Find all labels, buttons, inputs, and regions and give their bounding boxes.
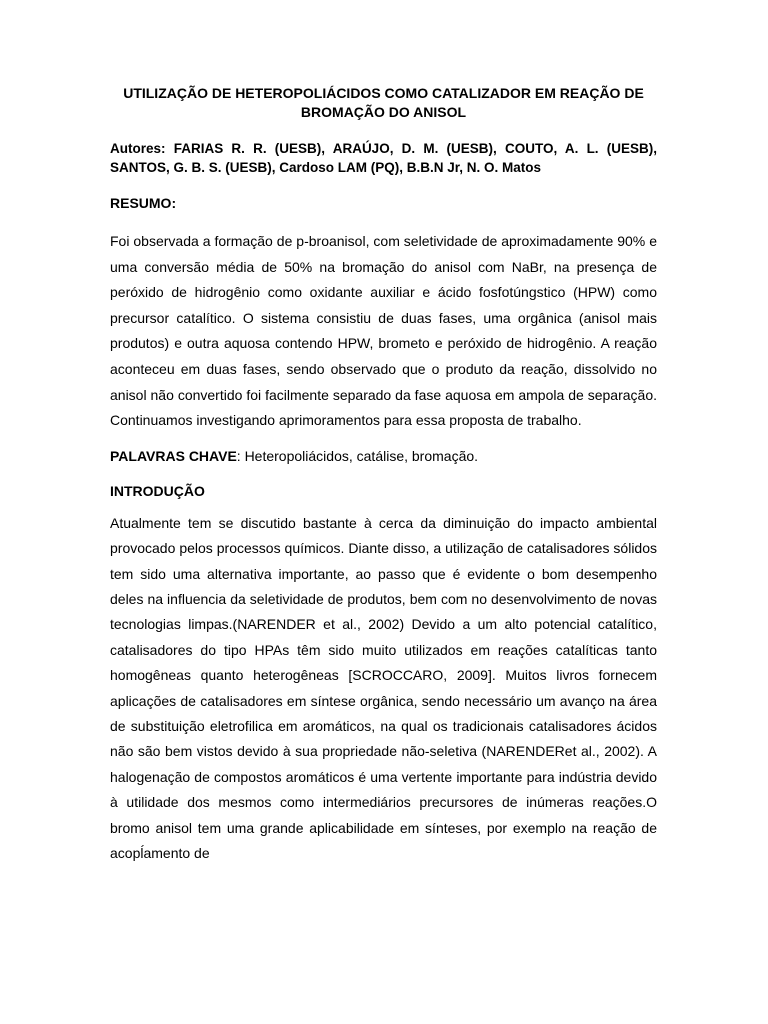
keywords-list: : Heteropoliácidos, catálise, bromação. bbox=[236, 447, 479, 464]
introduction-heading: INTRODUÇÃO bbox=[110, 482, 205, 499]
keywords-line bbox=[110, 447, 657, 466]
keywords-label: PALAVRAS CHAVE bbox=[110, 447, 237, 464]
paper-title: UTILIZAÇÃO DE HETEROPOLIÁCIDOS COMO CATALIZADOR EM REAÇÃO DE BROMAÇÃO DO ANISOL bbox=[123, 85, 644, 120]
abstract-paragraph: Foi observada a formação de p-broanisol, com seletividade de aproximadamente 90% e uma conversão média de 50% na bromação do anisol com NaBr, na presença de peróxido de hidrogênio como oxidante auxiliar e ácido fosfotúngstico (HPW) como precursor catalítico. O sistema consistiu de duas fases, uma orgânica (anisol mais produtos) e outra aquosa contendo HPW, brometo e peróxido de hidrogênio. A reação aconteceu em duas fases, sendo observado que o produto da reação, dissolvido no anisol não convertido foi facilmente separado da fase aquosa em ampola de separação. Continuamos investigando aprimoramentos para essa proposta de trabalho. bbox=[110, 233, 657, 429]
introduction-paragraph: Atualmente tem se discutido bastante à cerca da diminuição do impacto ambiental provocado pelos processos químicos. Diante disso, a utilização de catalisadores sólidos tem sido uma alternativa importante, ao passo que é evidente o bom desempenho deles na influencia da seletividade de produtos, bem com no desenvolvimento de novas tecnologias limpas.(NARENDER et al., 2002) Devido a um alto potencial catalítico, catalisadores do tipo HPAs têm sido muito utilizados em reações catalíticas tanto homogêneas quanto heterogêneas [SCROCCARO, 2009]. Muitos livros fornecem aplicações de catalisadores em síntese orgânica, sendo necessário um avanço na área de substituição eletrofilica em aromáticos, na qual os tradicionais catalisadores ácidos não são bem vistos devido à sua propriedade não-seletiva (NARENDERet al., 2002). A halogenação de compostos aromáticos é uma vertente importante para indústria devido à utilidade dos mesmos como intermediários precursores de inúmeras reações.O bromo anisol tem uma grande aplicabilidade em sínteses, por exemplo na reação de acopĺamento de bbox=[110, 514, 657, 862]
abstract-heading: RESUMO: bbox=[110, 195, 177, 211]
author-list: Autores: FARIAS R. R. (UESB), ARAÚJO, D. M. (UESB), COUTO, A. L. (UESB), SANTOS, G. B. S. (UESB), Cardoso LAM (PQ), B.B.N Jr, N. O. Matos bbox=[110, 141, 657, 175]
document-page bbox=[110, 84, 657, 879]
